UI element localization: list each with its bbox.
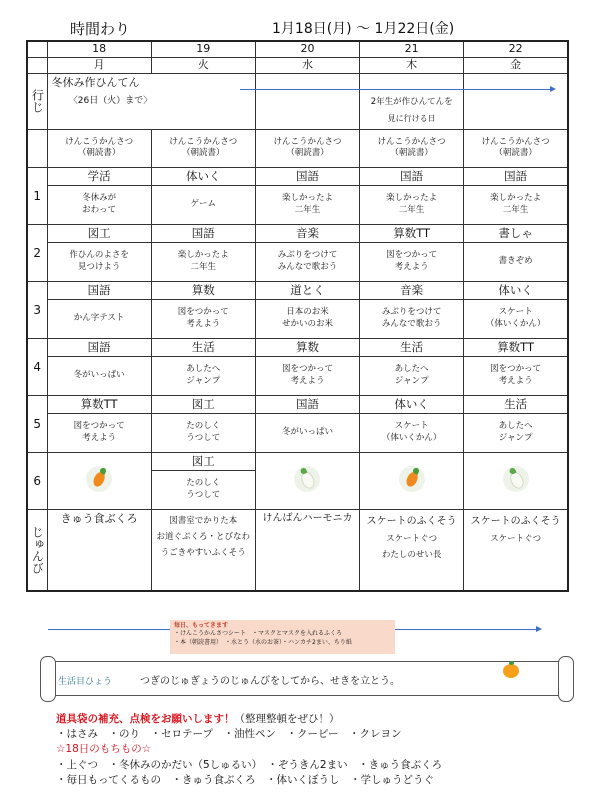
subject-cell: 国語 (255, 395, 359, 413)
activity-cell (47, 413, 151, 452)
junbi-item: 図書室でかりた本 (169, 515, 238, 526)
morning-text: （朝読書） (77, 148, 121, 159)
activity-cell (360, 413, 464, 452)
exhibit-title: 冬休み作ひんてん (51, 75, 140, 89)
period-number: 3 (27, 281, 47, 338)
junbi-item: スケートぐつ (386, 533, 438, 544)
subject-cell: 図工 (151, 395, 255, 413)
periods-body (27, 167, 568, 452)
period-number: 6 (27, 452, 47, 509)
period-subject-row (27, 338, 568, 356)
lunch-wed (255, 452, 359, 509)
subject-cell: 図工 (47, 224, 151, 242)
subject-cell: 算数 (255, 338, 359, 356)
activity-text: 冬がいっぱい (73, 370, 125, 381)
day-num: 22 (464, 41, 568, 57)
activity-cell (255, 413, 359, 452)
activity-text: 考えよう (82, 432, 117, 443)
corner-cell (27, 41, 47, 57)
winter-exhibit-cell (47, 73, 255, 129)
note-line: ・本（朝読書用） ・水とう（水のお茶）・ハンカチ2まい、ちり紙 (174, 638, 352, 646)
weekday: 火 (151, 57, 255, 73)
subject-cell: 体いく (464, 281, 568, 299)
weekday: 木 (360, 57, 464, 73)
subject-cell: 国語 (47, 338, 151, 356)
activity-text: みんなで歌おう (277, 261, 338, 272)
activity-text: 二年生 (190, 261, 217, 272)
activity-text: みぶりをつけて (277, 250, 338, 261)
activity-cell (464, 356, 568, 395)
activity-text: ゲーム (190, 199, 217, 210)
period-subject-row (27, 224, 568, 242)
daikon-icon (294, 466, 320, 492)
weekday: 金 (464, 57, 568, 73)
items-heading: ☆18日のもちもの☆ (56, 743, 152, 756)
note-line: ・けんこうかんさつシート ・マスクとマスクを入れるふくろ (174, 630, 343, 638)
activity-cell (47, 356, 151, 395)
period-activity-row (27, 356, 568, 395)
activity-cell (464, 413, 568, 452)
activity-cell (151, 413, 255, 452)
activity-cell (151, 470, 255, 509)
activity-cell (255, 242, 359, 281)
activity-text: 冬休みが (82, 193, 117, 204)
junbi-item: スケートのふくそう (366, 515, 457, 527)
activity-text: 考えよう (394, 261, 429, 272)
bottom-notes (56, 712, 442, 788)
day-num: 20 (255, 41, 359, 57)
items-list: ・上ぐつ ・冬休みのかだい（5しゅるい） ・ぞうきん2まい ・きゅう食ぶくろ (56, 758, 443, 771)
activity-text: うつして (186, 432, 221, 443)
activity-text: あしたへ (498, 421, 533, 432)
supply-heading: 道具袋の補充、点検をお願いします！ (56, 713, 235, 725)
supply-note: （整理整頓をぜひ！） (234, 713, 340, 725)
morning-label (27, 129, 47, 167)
junbi-item: お道ぐぶくろ・とびなわ (156, 531, 251, 542)
junbi-item: スケートぐつ (490, 533, 542, 544)
morning-text: けんこうかんさつ (377, 136, 446, 147)
period-activity-row (27, 299, 568, 338)
activity-text: 楽しかったよ (386, 193, 438, 204)
morning-row (27, 129, 568, 167)
activity-text: スケート (498, 307, 533, 318)
day-num: 18 (47, 41, 151, 57)
junbi-tue (151, 509, 255, 591)
activity-cell (464, 299, 568, 338)
gyoji-label: 行じ (27, 73, 47, 129)
orange-icon (503, 664, 519, 678)
period-number: 5 (27, 395, 47, 452)
morning-text: けんこうかんさつ (65, 136, 134, 147)
gyoji-fri (464, 73, 568, 129)
goal-label: 生活目ひょう (58, 677, 113, 687)
activity-text: みぶりをつけて (381, 307, 442, 318)
timetable (26, 40, 569, 592)
morning-text: （朝読書） (286, 148, 329, 159)
activity-text: （体いくかん） (485, 318, 546, 329)
activity-cell (151, 185, 255, 224)
period-activity-row (27, 185, 568, 224)
morning-thu (360, 129, 464, 167)
goal-text: つぎのじゅぎょうのじゅんびをしてから、せきを立とう。 (140, 676, 400, 687)
page-title: 時間わり (70, 20, 131, 38)
subject-cell: 生活 (360, 338, 464, 356)
morning-text: （朝読書） (390, 148, 433, 159)
activity-text: かん字テスト (73, 313, 125, 324)
subject-cell: 生活 (151, 338, 255, 356)
activity-text: せかいのお米 (281, 318, 333, 329)
activity-text: 二年生 (294, 204, 321, 215)
activity-cell (464, 185, 568, 224)
activity-text: ジャンプ (186, 375, 221, 386)
carrot-icon (86, 466, 112, 492)
supply-line (56, 712, 442, 727)
subject-cell: 書しゃ (464, 224, 568, 242)
lunch-fri (464, 452, 568, 509)
exhibit-arrow (240, 89, 554, 90)
activity-cell (464, 242, 568, 281)
period-activity-row (27, 413, 568, 452)
activity-text: 考えよう (498, 375, 533, 386)
activity-text: 楽しかったよ (177, 250, 229, 261)
morning-text: けんこうかんさつ (273, 136, 342, 147)
activity-text: うつして (186, 489, 221, 500)
junbi-label: じゅんび (27, 509, 47, 591)
morning-text: けんこうかんさつ (481, 136, 550, 147)
activity-text: 図をつかって (177, 307, 229, 318)
activity-text: 作ひんのよさを (69, 250, 129, 261)
activity-text: みんなで歌おう (381, 318, 442, 329)
subject-cell: 算数 (151, 281, 255, 299)
morning-mon (47, 129, 151, 167)
activity-cell (47, 299, 151, 338)
activity-cell (360, 356, 464, 395)
activity-text: 冬がいっぱい (281, 427, 333, 438)
subject-cell: 道とく (255, 281, 359, 299)
subject-cell: 国語 (151, 224, 255, 242)
subject-cell: 生活 (464, 395, 568, 413)
period-number: 4 (27, 338, 47, 395)
activity-text: 楽しかったよ (490, 193, 542, 204)
subject-cell: 算数TT (47, 395, 151, 413)
activity-text: スケート (394, 421, 429, 432)
activity-text: ジャンプ (394, 375, 429, 386)
activity-text: ジャンプ (498, 432, 533, 443)
supply-list: ・はさみ ・のり ・セロテープ ・油性ペン ・クーピー ・クレヨン (56, 728, 402, 741)
subject-cell: 算数TT (360, 224, 464, 242)
gyoji-thu-line1: 2年生が作ひんてんを (370, 96, 453, 107)
activity-cell (255, 356, 359, 395)
activity-text: 図をつかって (73, 421, 125, 432)
weekday: 水 (255, 57, 359, 73)
activity-cell (151, 356, 255, 395)
morning-text: （朝読書） (182, 148, 225, 159)
activity-cell (47, 185, 151, 224)
activity-text: 考えよう (290, 375, 325, 386)
period-number: 2 (27, 224, 47, 281)
activity-cell (255, 299, 359, 338)
period-6-subject-row (27, 452, 568, 470)
activity-cell (151, 242, 255, 281)
period-subject-row (27, 395, 568, 413)
activity-text: あしたへ (394, 364, 429, 375)
lunch-thu (360, 452, 464, 509)
period-subject-row (27, 281, 568, 299)
date-range: 1月18日(月) ～ 1月22日(金) (272, 21, 455, 37)
period-activity-row (27, 242, 568, 281)
activity-text: 図をつかって (281, 364, 333, 375)
subject-cell: 国語 (464, 167, 568, 185)
activity-text: たのしく (186, 421, 221, 432)
items-list: ・毎日もってくるもの ・きゅう食ぶくろ ・体いくぼうし ・学しゅうどうぐ (56, 773, 434, 786)
activity-text: 見つけよう (77, 261, 121, 272)
gyoji-thu (360, 73, 464, 129)
activity-text: 考えよう (186, 318, 221, 329)
subject-cell: 国語 (255, 167, 359, 185)
activity-text: 図をつかって (490, 364, 542, 375)
activity-cell (360, 185, 464, 224)
subject-cell: 音楽 (255, 224, 359, 242)
subject-cell: 算数TT (464, 338, 568, 356)
morning-text: けんこうかんさつ (169, 136, 238, 147)
gyoji-thu-line2: 見に行ける日 (387, 114, 436, 124)
morning-tue (151, 129, 255, 167)
activity-text: 楽しかったよ (281, 193, 333, 204)
subject-cell: 体いく (360, 395, 464, 413)
junbi-fri (464, 509, 568, 591)
exhibit-until: 〈26日（火）まで〉 (68, 95, 153, 106)
activity-text: おわって (82, 204, 117, 215)
gyoji-wed (255, 73, 359, 129)
morning-fri (464, 129, 568, 167)
day-number-row (27, 41, 568, 57)
lunch-mon (47, 452, 151, 509)
weekday: 月 (47, 57, 151, 73)
junbi-thu (360, 509, 464, 591)
gyoji-row (27, 73, 568, 129)
morning-text: （朝読書） (494, 148, 537, 159)
junbi-item: わたしのせい長 (381, 549, 442, 560)
period-number: 1 (27, 167, 47, 224)
day-num: 19 (151, 41, 255, 57)
activity-cell (151, 299, 255, 338)
activity-text: 二年生 (502, 204, 529, 215)
junbi-row (27, 509, 568, 591)
junbi-item: スケートのふくそう (470, 515, 561, 527)
carrot-icon (399, 466, 425, 492)
subject-cell: 国語 (47, 281, 151, 299)
subject-cell: 音楽 (360, 281, 464, 299)
activity-text: たのしく (186, 478, 221, 489)
activity-text: （体いくかん） (381, 432, 442, 443)
activity-cell (255, 185, 359, 224)
activity-text: あしたへ (186, 364, 221, 375)
daikon-icon (503, 466, 529, 492)
day-num: 21 (360, 41, 464, 57)
period-subject-row (27, 167, 568, 185)
junbi-wed: けんばんハーモニカ (255, 509, 359, 591)
weekday-row (27, 57, 568, 73)
subject-cell: 図工 (151, 452, 255, 470)
junbi-item: うごきやすいふくそう (160, 548, 246, 559)
subject-cell: 学活 (47, 167, 151, 185)
note-heading: 毎日、もってきます (174, 622, 229, 629)
daily-items-note (170, 620, 395, 654)
junbi-mon: きゅう食ぶくろ (47, 509, 151, 591)
activity-cell (360, 299, 464, 338)
activity-text: 書きぞめ (498, 256, 533, 267)
subject-cell: 国語 (360, 167, 464, 185)
morning-wed (255, 129, 359, 167)
activity-cell (360, 242, 464, 281)
activity-cell (47, 242, 151, 281)
corner-cell (27, 57, 47, 73)
activity-text: 日本のお米 (286, 307, 329, 318)
subject-cell: 体いく (151, 167, 255, 185)
activity-text: 二年生 (398, 204, 425, 215)
activity-text: 図をつかって (386, 250, 438, 261)
